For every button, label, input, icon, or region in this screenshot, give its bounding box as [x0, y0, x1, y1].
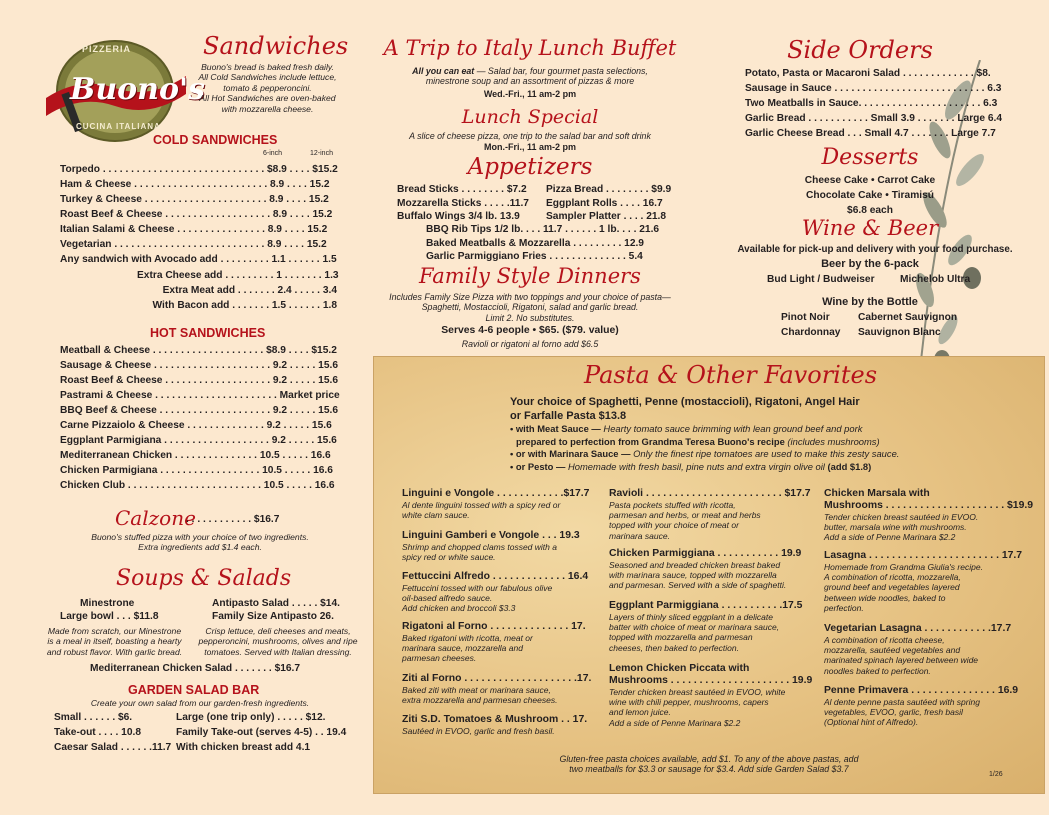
sauce-option-name: • or with Marinara Sauce —	[510, 448, 631, 459]
salad-bar-left	[54, 710, 171, 755]
pasta-item-desc: cheeses, then baked to perfection.	[609, 642, 739, 653]
pasta-item-desc: Add a side of Penne Marinara $2.2	[824, 532, 956, 543]
appetizers-wide	[426, 223, 659, 264]
family-desc	[370, 292, 690, 323]
pasta-item-desc: wine with chili pepper, mushrooms, capers	[609, 697, 769, 708]
wine-item: Cabernet Sauvignon	[858, 312, 958, 323]
col-6-inch: 6-inch	[263, 150, 283, 157]
menu-item: Roast Beef & Cheese . . . . . . . . . . . . . . . . . . . 8.9 . . . . 15.2	[60, 209, 333, 220]
calzone-desc	[40, 532, 360, 553]
dessert-line: Chocolate Cake • Tiramisú	[806, 190, 934, 201]
sandwiches-desc-line: All Cold Sandwiches include lettuce,	[198, 72, 337, 83]
menu-item: Turkey & Cheese . . . . . . . . . . . . . . . . . . . . . . 8.9 . . . . 15.2	[60, 194, 329, 205]
soups-title: Soups & Salads	[116, 566, 292, 591]
pasta-intro-line: or Farfalle Pasta $13.8	[510, 410, 627, 422]
pasta-item-name: Fettuccini Alfredo . . . . . . . . . . . . . 16.4	[402, 571, 589, 582]
pasta-item-desc: and lemon juice.	[609, 707, 671, 718]
lunch-special-hours: Mon.-Fri., 11 am-2 pm	[483, 142, 577, 152]
pasta-item-desc: and parmesan. Served with a side of spaghetti.	[609, 580, 787, 591]
minestrone-desc-line: Made from scratch, our Minestrone	[47, 626, 182, 636]
sandwiches-desc-line: tomato & pepperoncini.	[223, 82, 312, 93]
pasta-item-desc: Add chicken and broccoli $3.3	[402, 603, 516, 614]
pasta-item-desc: Pasta pockets stuffed with ricotta,	[609, 500, 736, 510]
minestrone-price: Large bowl . . . $11.8	[60, 611, 159, 622]
pasta-item-desc: Layers of thinly sliced eggplant in a delicate	[609, 612, 773, 622]
menu-item: Meatball & Cheese . . . . . . . . . . . . . . . . . . . . $8.9 . . . . $15.2	[60, 345, 337, 356]
col-12-inch: 12-inch	[310, 150, 333, 157]
pasta-item-desc: Homemade from Grandma Giulia's recipe.	[824, 562, 983, 572]
family-desc-line: Includes Family Size Pizza with two toppings and your choice of pasta—	[389, 292, 671, 302]
beer-heading: Beer by the 6-pack	[821, 258, 919, 270]
pasta-item-desc: spicy red or white sauce.	[402, 552, 496, 563]
menu-item: BBQ Rib Tips 1/2 lb. . . . 11.7 . . . . . . 1 lb. . . . 21.6	[426, 224, 660, 235]
menu-item: Carne Pizzaiolo & Cheese . . . . . . . . . . . . . . 9.2 . . . . . 15.6	[60, 420, 332, 431]
sandwiches-desc	[190, 62, 345, 114]
antipasto-desc-line: Crisp lettuce, deli cheeses and meats,	[205, 626, 351, 636]
logo-name: Buono's	[70, 72, 206, 107]
menu-item: Roast Beef & Cheese . . . . . . . . . . . . . . . . . . . 9.2 . . . . . 15.6	[60, 375, 338, 386]
minestrone-name: Minestrone	[80, 598, 135, 609]
pasta-panel	[373, 356, 1045, 794]
salad-bar-desc: Create your own salad from our garden-fresh ingredients.	[90, 698, 310, 708]
pasta-item-desc: Baked ziti with meat or marinara sauce,	[402, 685, 551, 695]
pasta-item-desc: topped with mozzarella and parmesan	[609, 632, 753, 643]
pasta-column-2	[609, 488, 819, 728]
buffet-lead: All you can eat	[412, 66, 475, 76]
pasta-item-desc: Al dente penne pasta sautéed with spring	[824, 697, 980, 707]
hot-sandwich-list	[60, 343, 340, 493]
pasta-item-desc: vegetables, EVOO, garlic, fresh basil	[824, 707, 963, 718]
side-orders-title: Side Orders	[787, 36, 933, 64]
pasta-item-desc: Sautéed in EVOO, garlic and fresh basil.	[402, 726, 555, 736]
pasta-item-name: Ziti S.D. Tomatoes & Mushroom . . 17.	[402, 714, 588, 725]
dessert-line: Cheese Cake • Carrot Cake	[804, 175, 936, 186]
family-title: Family Style Dinners	[419, 264, 641, 288]
pasta-item	[824, 488, 1034, 550]
beer-item: Bud Light / Budweiser	[767, 274, 875, 285]
menu-item: Two Meatballs in Sauce. . . . . . . . . . . . . . . . . . . . . . 6.3	[745, 98, 998, 109]
pasta-item-desc: Add a side of Penne Marinara $2.2	[609, 717, 741, 728]
pasta-title: Pasta & Other Favorites	[584, 361, 878, 389]
pasta-item-desc: (Optional hint of Alfredo).	[824, 717, 919, 728]
beer-item: Michelob Ultra	[900, 274, 971, 285]
minestrone-desc-line: is a meal in itself, boasting a hearty	[47, 636, 182, 647]
dessert-price: $6.8 each	[847, 205, 893, 216]
pasta-item-desc: Al dente linguini tossed with a spicy red or	[402, 500, 561, 510]
sauce-option-desc: prepared to perfection from Grandma Teresa Buono's recipe	[516, 435, 785, 447]
pasta-item-name: Ravioli . . . . . . . . . . . . . . . . . . . . . . . . $17.7	[609, 488, 811, 499]
family-price: Serves 4-6 people • $65. ($79. value)	[441, 325, 619, 336]
menu-item: Bread Sticks . . . . . . . . $7.2	[397, 184, 527, 195]
pasta-item-desc: oil-based alfredo sauce.	[402, 593, 493, 604]
menu-item: Mozzarella Sticks . . . . .11.7	[397, 197, 529, 209]
wine-beer-title: Wine & Beer	[801, 216, 939, 240]
pasta-item-desc: between wide noodles, baked to	[824, 592, 946, 603]
pasta-item-desc: parmesan cheeses.	[402, 653, 477, 664]
appetizers-left	[397, 183, 529, 224]
sauce-option-desc: Hearty tomato sauce brimming with lean ground beef and pork	[600, 423, 863, 434]
pasta-item-desc: white clam sauce.	[402, 510, 470, 521]
pasta-item-desc: Tender chicken breast sautéed in EVOO, white	[609, 687, 786, 697]
calzone-price: . . . . . . . . . . . . $16.7	[186, 514, 280, 525]
pasta-item-desc: Baked rigatoni with ricotta, meat or	[402, 633, 533, 643]
wine-item: Chardonnay	[781, 327, 841, 338]
menu-item: Buffalo Wings 3/4 lb. 13.9	[397, 211, 520, 222]
calzone-title: Calzone	[115, 506, 196, 530]
pasta-item-name: Lasagna . . . . . . . . . . . . . . . . . . . . . . . 17.7	[824, 550, 1023, 561]
pasta-footer	[474, 754, 944, 775]
family-desc-line: Spaghetti, Mostaccioli, Rigatoni, salad and garlic bread.	[421, 302, 639, 313]
pasta-item	[402, 714, 602, 736]
pasta-item-desc: topped with your choice of meat or	[609, 520, 739, 531]
menu-item: Torpedo . . . . . . . . . . . . . . . . . . . . . . . . . . . . . $8.9 . . . . $15.2	[60, 164, 338, 175]
pasta-item-desc: Seasoned and breaded chicken breast baked	[609, 560, 781, 570]
pasta-item-desc: ground beef and vegetables layered	[824, 582, 960, 593]
pasta-item-desc: perfection.	[824, 602, 864, 613]
wines-left	[781, 310, 840, 340]
pasta-item-desc: mozzarella, sautéed vegetables and	[824, 645, 961, 656]
wine-item: Pinot Noir	[781, 312, 830, 323]
buffet-title: A Trip to Italy Lunch Buffet	[383, 36, 677, 60]
menu-item: Pastrami & Cheese . . . . . . . . . . . . . . . . . . . . . . Market price	[60, 390, 340, 401]
pasta-item-name: Ziti al Forno . . . . . . . . . . . . . . . . . . . .17.	[402, 673, 592, 684]
minestrone-desc-line: and robust flavor. With garlic bread.	[46, 646, 183, 657]
menu-item: Family Take-out (serves 4-5) . . 19.4	[176, 727, 347, 738]
salad-bar-right	[176, 710, 346, 755]
pasta-item	[824, 685, 1034, 728]
pasta-item-desc: marinara sauce, mozzarella and	[402, 643, 523, 654]
menu-item: Caesar Salad . . . . . .11.7	[54, 742, 172, 753]
pasta-item	[402, 488, 602, 530]
lunch-special-desc: A slice of cheese pizza, one trip to the salad bar and soft drink	[409, 131, 651, 141]
menu-item: BBQ Beef & Cheese . . . . . . . . . . . . . . . . . . . . 9.2 . . . . . 15.6	[60, 405, 338, 416]
antipasto-salad: Antipasto Salad . . . . . $14.	[212, 598, 340, 609]
minestrone-desc	[32, 626, 197, 657]
pasta-item-name: Lemon Chicken Piccata with	[609, 663, 750, 674]
sauce-option-price: (add $1.8)	[824, 460, 872, 472]
sauce-option-desc: (includes mushrooms)	[784, 435, 880, 447]
sandwiches-desc-line: Buono's bread is baked fresh daily.	[201, 62, 334, 72]
pasta-intro	[510, 395, 860, 423]
wine-availability: Available for pick-up and delivery with your food purchase.	[737, 244, 1013, 255]
pasta-item-name: Chicken Marsala with	[824, 488, 930, 499]
pasta-item-desc: with marinara sauce, topped with mozzarella	[609, 570, 777, 581]
pasta-item-name: Chicken Parmiggiana . . . . . . . . . . . 19.9	[609, 548, 802, 559]
antipasto-desc-line: tomatoes. Served with Italian dressing.	[204, 646, 352, 657]
sandwiches-title: Sandwiches	[203, 32, 349, 60]
sauce-option-desc: Only the finest ripe tomatoes are used to make this zesty sauce.	[630, 448, 900, 459]
pasta-item	[402, 571, 602, 621]
menu-item: Sausage & Cheese . . . . . . . . . . . . . . . . . . . . . 9.2 . . . . . 15.6	[60, 360, 338, 371]
menu-item: Baked Meatballs & Mozzarella . . . . . . . . . 12.9	[426, 237, 644, 249]
menu-item: Garlic Cheese Bread . . . Small 4.7 . . . . . . . Large 7.7	[745, 128, 996, 139]
menu-version: 1/26	[989, 771, 1003, 778]
pasta-item-desc: extra mozzarella and parmesan cheeses.	[402, 695, 558, 706]
family-note: Ravioli or rigatoni al forno add $6.5	[461, 339, 599, 349]
buffet-desc-1: — Salad bar, four gourmet pasta selections,	[474, 66, 648, 76]
logo-pizzeria: PIZZERIA	[82, 44, 132, 54]
pasta-column-1	[402, 488, 602, 736]
side-orders-list	[745, 66, 1002, 141]
menu-item: Vegetarian . . . . . . . . . . . . . . . . . . . . . . . . . . . 8.9 . . . . 15.2	[60, 239, 327, 250]
menu-item: Sausage in Sauce . . . . . . . . . . . . . . . . . . . . . . . . . . . 6.3	[745, 83, 1002, 94]
wines-right	[858, 310, 957, 340]
buffet-desc	[380, 66, 680, 87]
pasta-footer-line: two meatballs for $3.3 or sausage for $3.4. Add side Garden Salad $3.7	[569, 764, 849, 775]
buffet-hours: Wed.-Fri., 11 am-2 pm	[483, 89, 577, 99]
antipasto-desc-line: pepperoncini, mushrooms, olives and ripe	[198, 636, 358, 647]
garden-salad-bar-heading: GARDEN SALAD BAR	[128, 683, 260, 697]
menu-item: With chicken breast add 4.1	[176, 742, 311, 753]
menu-item: Mediterranean Chicken . . . . . . . . . . . . . . . 10.5 . . . . . 16.6	[60, 450, 331, 461]
pasta-item-name: Mushrooms . . . . . . . . . . . . . . . . . . . . . 19.9	[609, 675, 813, 686]
sandwiches-desc-line: with mozzarella cheese.	[221, 103, 314, 114]
appetizers-right	[546, 183, 671, 224]
sauce-option-name: • with Meat Sauce —	[510, 423, 601, 434]
pasta-item	[402, 530, 602, 571]
menu-item: Small . . . . . . $6.	[54, 712, 133, 723]
pasta-item	[609, 488, 819, 548]
buonos-logo	[40, 36, 206, 146]
menu-item: Extra Cheese add . . . . . . . . . 1 . . . . . . . 1.3	[137, 270, 339, 281]
mediterranean-salad: Mediterranean Chicken Salad . . . . . . . $16.7	[90, 663, 301, 674]
menu-item: Take-out . . . . 10.8	[54, 727, 141, 738]
calzone-desc-line: Buono's stuffed pizza with your choice of two ingredients.	[91, 532, 309, 542]
menu-item: Eggplant Rolls . . . . 16.7	[546, 197, 663, 209]
pasta-footer-line: Gluten-free pasta choices available, add $1. To any of the above pastas, add	[559, 754, 859, 764]
pasta-item	[609, 663, 819, 728]
desserts-list	[770, 173, 970, 218]
menu-item: Garlic Bread . . . . . . . . . . . Small 3.9 . . . . . . . Large 6.4	[745, 113, 1003, 124]
pasta-item-name: Linguini e Vongole . . . . . . . . . . . .$17.7	[402, 488, 590, 499]
menu-item: Eggplant Parmigiana . . . . . . . . . . . . . . . . . . . 9.2 . . . . . 15.6	[60, 435, 337, 446]
pasta-item	[402, 621, 602, 673]
pasta-item-desc: Fettuccini tossed with our fabulous olive	[402, 583, 553, 593]
pasta-item-desc: Shrimp and chopped clams tossed with a	[402, 542, 557, 552]
pasta-item-desc: Tender chicken breast sautéed in EVOO.	[824, 512, 979, 522]
pasta-item-name: Mushrooms . . . . . . . . . . . . . . . . . . . . . $19.9	[824, 500, 1034, 511]
pasta-item	[824, 550, 1034, 623]
buffet-desc-2: minestrone soup and an assortment of pizzas & more	[425, 76, 635, 87]
wine-item: Sauvignon Blanc	[858, 327, 941, 338]
pasta-item-desc: noodles baked to perfection.	[824, 665, 931, 676]
pasta-item	[402, 673, 602, 714]
lunch-special-title: Lunch Special	[461, 106, 599, 128]
pasta-item-desc: parmesan and herbs, or meat and herbs	[609, 510, 761, 521]
sauce-option-name: • or Pesto —	[510, 460, 566, 472]
menu-item: Chicken Parmigiana . . . . . . . . . . . . . . . . . . 10.5 . . . . . 16.6	[60, 465, 333, 476]
menu-item: With Bacon add . . . . . . . 1.5 . . . . . . 1.8	[152, 300, 337, 311]
logo-cucina: CUCINA ITALIANA	[76, 122, 161, 131]
pasta-item-desc: A combination of ricotta cheese,	[824, 635, 945, 645]
sandwiches-desc-line: All Hot Sandwiches are oven-baked	[199, 93, 336, 104]
cold-sandwich-list	[60, 162, 338, 267]
menu-item: Any sandwich with Avocado add . . . . . . . . . 1.1 . . . . . . 1.5	[60, 254, 337, 265]
appetizers-title: Appetizers	[467, 154, 593, 180]
pasta-item	[609, 600, 819, 663]
cold-addons	[137, 268, 337, 313]
menu-item: Garlic Parmiggiano Fries . . . . . . . . . . . . . . 5.4	[426, 251, 643, 262]
pasta-column-3	[824, 488, 1034, 728]
family-desc-line: Limit 2. No substitutes.	[485, 312, 575, 323]
menu-item: Large (one trip only) . . . . . $12.	[176, 712, 326, 723]
pasta-item-name: Penne Primavera . . . . . . . . . . . . . . . 16.9	[824, 685, 1019, 696]
calzone-desc-line: Extra ingredients add $1.4 each.	[138, 542, 262, 553]
desserts-title: Desserts	[821, 145, 919, 170]
pasta-item	[609, 548, 819, 600]
menu-item: Ham & Cheese . . . . . . . . . . . . . . . . . . . . . . . . 8.9 . . . . 15.2	[60, 179, 330, 190]
menu-item: Pizza Bread . . . . . . . . $9.9	[546, 184, 672, 195]
pasta-intro-line: Your choice of Spaghetti, Penne (mostaccioli), Rigatoni, Angel Hair	[510, 396, 860, 408]
menu-item: Italian Salami & Cheese . . . . . . . . . . . . . . . . 8.9 . . . . 15.2	[60, 224, 328, 235]
menu-item: Chicken Club . . . . . . . . . . . . . . . . . . . . . . . . 10.5 . . . . . 16.6	[60, 480, 335, 491]
hot-sandwiches-heading: HOT SANDWICHES	[150, 326, 266, 340]
pasta-item-name: Vegetarian Lasagna . . . . . . . . . . . .17.7	[824, 623, 1012, 634]
antipasto-desc	[198, 626, 358, 657]
pasta-item-name: Linguini Gamberi e Vongole . . . 19.3	[402, 530, 580, 541]
pasta-item-desc: batter with choice of meat or marinara sauce,	[609, 622, 780, 633]
pasta-sauce-options	[510, 423, 899, 473]
pasta-item-name: Eggplant Parmiggiana . . . . . . . . . . .17.5	[609, 600, 803, 611]
menu-item: Sampler Platter . . . . 21.8	[546, 211, 667, 222]
pasta-item-desc: marinara sauce.	[609, 530, 670, 541]
antipasto-family: Family Size Antipasto 26.	[212, 611, 334, 622]
sauce-option-desc: Homemade with fresh basil, pine nuts and extra virgin olive oil	[565, 460, 825, 472]
pasta-item-desc: A combination of ricotta, mozzarella,	[824, 572, 961, 583]
menu-item: Potato, Pasta or Macaroni Salad . . . . . . . . . . . . . $8.	[745, 68, 991, 79]
pasta-item-desc: butter, marsala wine with mushrooms.	[824, 522, 967, 533]
cold-sandwiches-heading: COLD SANDWICHES	[153, 133, 278, 147]
pasta-item	[824, 623, 1034, 685]
wine-heading: Wine by the Bottle	[822, 296, 918, 308]
pasta-item-desc: marinated spinach layered between wide	[824, 655, 979, 666]
menu-item: Extra Meat add . . . . . . . 2.4 . . . . . 3.4	[162, 285, 337, 296]
pasta-item-name: Rigatoni al Forno . . . . . . . . . . . . . . 17.	[402, 621, 586, 632]
